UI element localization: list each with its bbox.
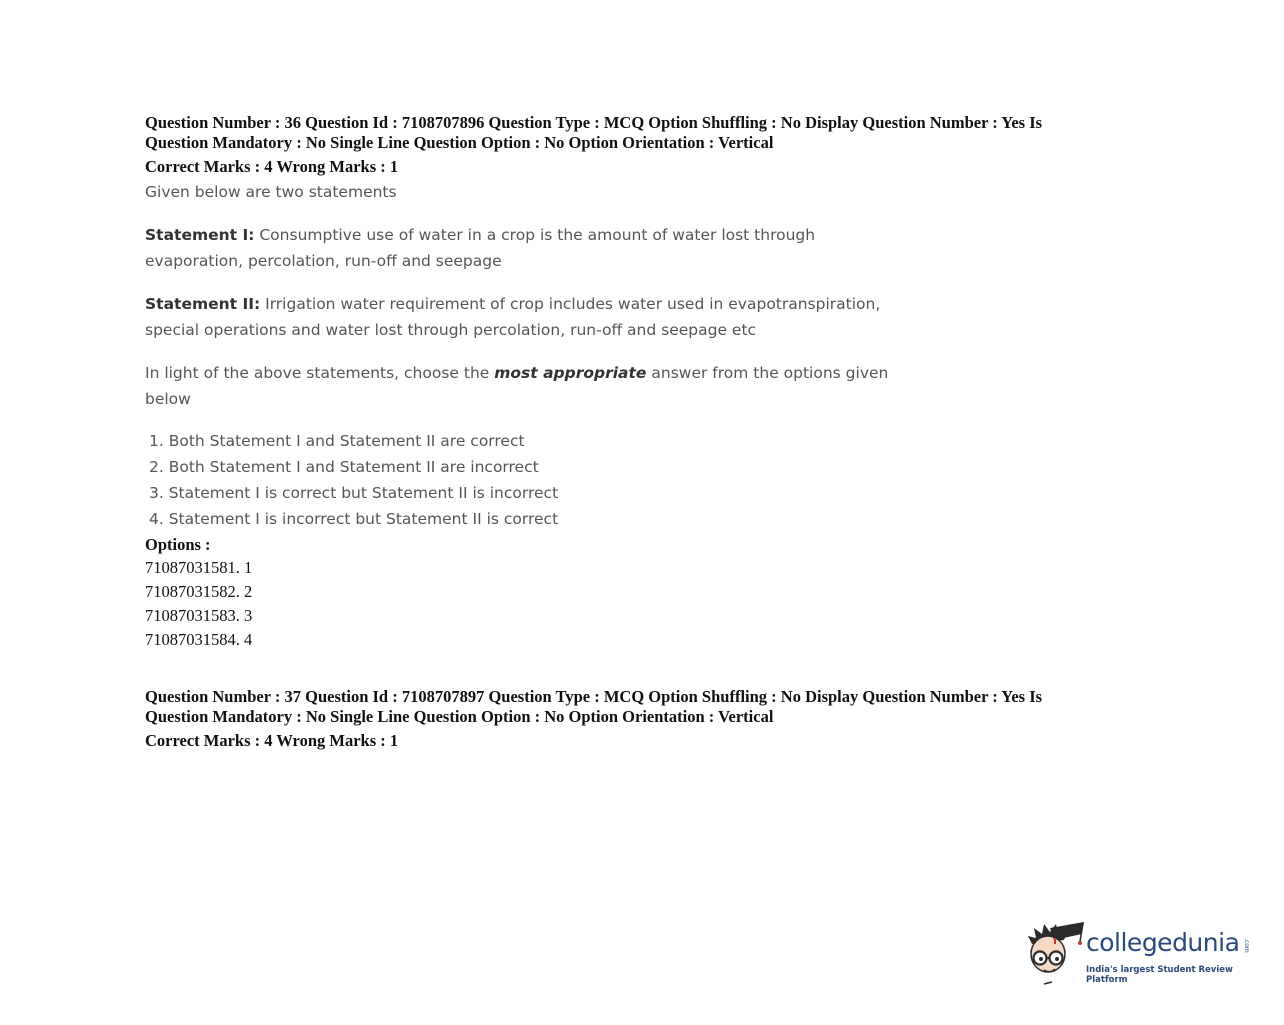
statement-2 (145, 291, 1125, 343)
question-37 (145, 687, 1125, 751)
statement-1-text-cont: evaporation, percolation, run-off and seepage (145, 252, 502, 270)
option-item: 71087031581. 1 (145, 558, 253, 577)
option-item: 71087031584. 4 (145, 630, 253, 649)
prompt-emphasis: most appropriate (494, 364, 647, 382)
choice-item: 3. Statement I is correct but Statement II is incorrect (149, 484, 559, 502)
prompt-text-pre: In light of the above statements, choose the (145, 364, 495, 382)
prompt-text-cont: below (145, 390, 191, 408)
question-meta-line2: Question Mandatory : No Single Line Question Option : No Option Orientation : Vertical (145, 707, 774, 726)
question-meta-line1: Question Number : 36 Question Id : 7108707896 Question Type : MCQ Option Shuffling : No Display Question Number : Yes Is (145, 113, 1043, 132)
question-meta-line1: Question Number : 37 Question Id : 7108707897 Question Type : MCQ Option Shuffling : No Display Question Number : Yes Is (145, 687, 1043, 706)
choice-item: 2. Both Statement I and Statement II are incorrect (149, 458, 539, 476)
logo-suffix: .com (1243, 938, 1250, 953)
statement-1-label: Statement I: (145, 226, 255, 244)
prompt-text-post: answer from the options given (646, 364, 889, 382)
option-item: 71087031582. 2 (145, 582, 253, 601)
statement-1-text: Consumptive use of water in a crop is the amount of water lost through (254, 226, 816, 244)
collegedunia-logo (1024, 918, 1254, 990)
options-label: Options : (145, 535, 211, 554)
question-marks: Correct Marks : 4 Wrong Marks : 1 (145, 731, 399, 750)
choice-item: 1. Both Statement I and Statement II are correct (149, 432, 525, 450)
statement-2-text: Irrigation water requirement of crop includes water used in evapotranspiration, (260, 295, 881, 313)
question-meta-line2: Question Mandatory : No Single Line Question Option : No Option Orientation : Vertical (145, 133, 774, 152)
statement-1 (145, 222, 1125, 274)
logo-wordmark: collegedunia (1086, 928, 1240, 957)
question-prompt (145, 360, 1125, 412)
answer-choices (145, 428, 1125, 532)
question-marks: Correct Marks : 4 Wrong Marks : 1 (145, 157, 399, 176)
question-36 (145, 113, 1125, 652)
question-intro: Given below are two statements (145, 183, 397, 201)
option-item: 71087031583. 3 (145, 606, 253, 625)
statement-2-label: Statement II: (145, 295, 261, 313)
logo-tagline: India's largest Student Review Platform (1086, 965, 1233, 985)
student-mascot-icon (1024, 918, 1086, 990)
statement-2-text-cont: special operations and water lost through percolation, run-off and seepage etc (145, 321, 757, 339)
choice-item: 4. Statement I is incorrect but Statement II is correct (149, 510, 559, 528)
